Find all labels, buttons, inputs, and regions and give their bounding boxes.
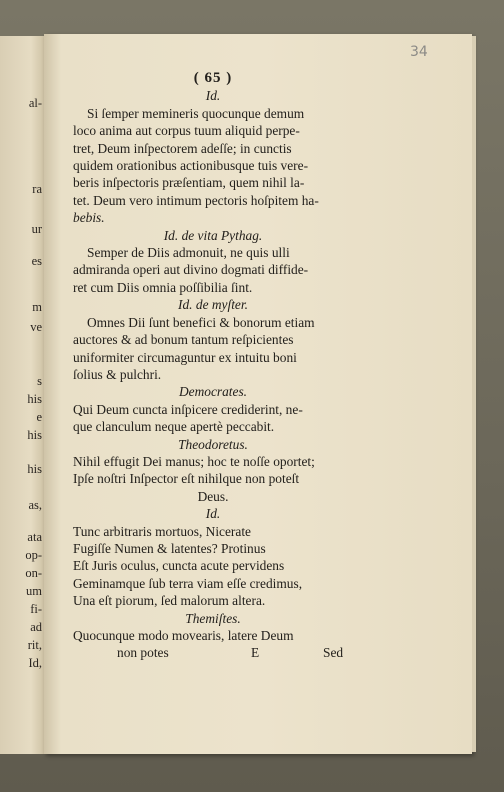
text-line: auctores & ad bonum tantum reſpicientes (73, 332, 294, 348)
text-line: Si ſemper memineris quocunque demum (87, 105, 305, 121)
margin-text: rit, (27, 638, 42, 652)
attribution: Theodoretus. (178, 436, 248, 452)
pencil-page-number: 34 (410, 44, 428, 60)
page-text (73, 70, 353, 662)
verse-line: Geminamque ſub terra viam eſſe credimus, (73, 575, 303, 591)
text-line: loco anima aut corpus tuum aliquid perpe- (73, 123, 300, 139)
margin-text: his (27, 462, 42, 476)
margin-text: fi- (30, 602, 42, 616)
attribution: Themiſtes. (185, 610, 241, 626)
text-line: admiranda operi aut divino dogmati diffide- (73, 262, 309, 278)
text-line: tet. Deum vero intimum pectoris hoſpitem ha- (73, 192, 319, 208)
text-line: Nihil effugit Dei manus; hoc te noſſe oportet; (73, 453, 315, 469)
attribution: Id. de myſter. (178, 297, 248, 313)
catchword: Sed (323, 645, 344, 661)
text-line: bebis. (73, 210, 105, 226)
text-line: Semper de Diis admonuit, ne quis ulli (87, 245, 290, 261)
text-line: beris inſpectoris præſentiam, quem nihil la- (73, 175, 305, 191)
page-header: ( 65 ) (193, 70, 233, 86)
text-line: que clanculum neque apertè peccabit. (73, 419, 275, 435)
verse-line: Una eſt piorum, ſed malorum altera. (73, 593, 266, 609)
attribution: Id. de vita Pythag. (163, 227, 263, 243)
margin-text: al- (28, 96, 42, 110)
margin-text: his (27, 428, 42, 442)
attribution: Id. (205, 88, 221, 104)
margin-text: his (27, 392, 42, 406)
signature-mark: E (251, 645, 260, 661)
text-line: quidem orationibus actionibusque tuis vere- (73, 158, 309, 174)
margin-text: on- (25, 566, 42, 580)
margin-text: ve (30, 320, 42, 334)
verse-line: Tunc arbitraris mortuos, Nicerate (73, 523, 252, 539)
margin-text: s (37, 374, 42, 388)
attribution: Democrates. (178, 384, 248, 400)
footer-line (73, 644, 353, 661)
text-line: Ipſe noſtri Inſpector eſt nihilque non poteſt (73, 471, 300, 487)
margin-text: Id, (28, 656, 42, 670)
margin-text: m (32, 300, 42, 314)
margin-text: ata (27, 530, 42, 544)
left-page-edge (0, 36, 45, 754)
text-line: Qui Deum cuncta inſpicere crediderint, ne- (73, 401, 303, 417)
text-line: ſolius & pulchri. (73, 366, 162, 382)
text-line: Quocunque modo movearis, latere Deum (73, 628, 294, 643)
margin-text: ra (32, 182, 42, 196)
attribution: Id. (205, 506, 221, 522)
margin-text: ad (30, 620, 42, 634)
margin-text: ur (31, 222, 42, 236)
text-line: ret cum Diis omnia poſſibilia ſint. (73, 279, 253, 295)
verse-line: Eſt Juris oculus, cuncta acute pervidens (73, 558, 285, 574)
margin-text: e (36, 410, 42, 424)
margin-text: es (31, 254, 42, 268)
verse-line: Fugiſſe Numen & latentes? Protinus (73, 540, 266, 556)
text-fragment: non potes (117, 645, 169, 661)
text-line: Omnes Dii ſunt benefici & bonorum etiam (87, 314, 315, 330)
page-edge (472, 36, 476, 752)
text-line: tret, Deum inſpectorem adeſſe; in cunctis (73, 140, 292, 156)
text-line: Deus. (197, 488, 229, 504)
margin-text: um (26, 584, 42, 598)
text-line: uniformiter circumaguntur ex intuitu boni (73, 349, 297, 365)
margin-text: as, (28, 498, 42, 512)
margin-text: op- (25, 548, 42, 562)
